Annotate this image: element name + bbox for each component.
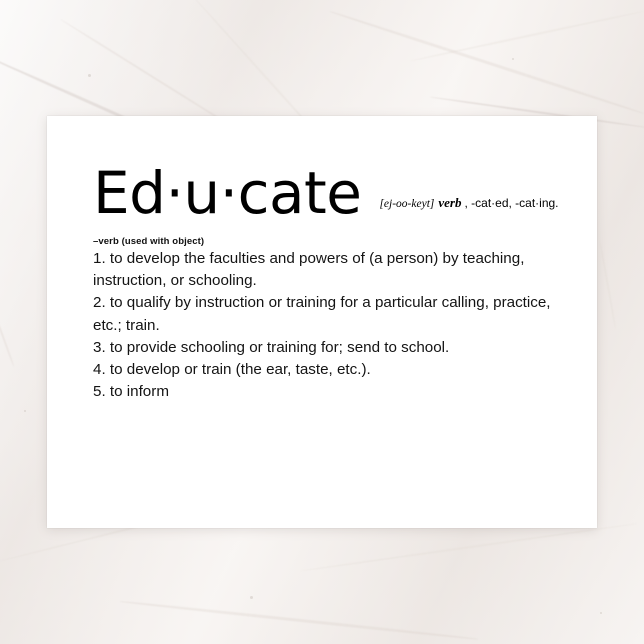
inflections: , -cat·ed, -cat·ing. xyxy=(464,196,559,210)
marble-vein xyxy=(410,10,644,62)
marble-speck xyxy=(600,612,602,614)
marble-vein xyxy=(300,523,637,572)
definition-item: 1. to develop the faculties and powers of (a person) by teaching, instruction, or schooling. xyxy=(93,250,525,290)
marble-vein xyxy=(330,10,644,114)
definition-item: 4. to develop or train (the ear, taste, etc.). xyxy=(93,360,371,378)
marble-vein xyxy=(599,241,617,330)
definition-list xyxy=(93,248,551,403)
dictionary-postcard xyxy=(47,116,597,528)
marble-speck xyxy=(512,58,514,60)
definition-item: 3. to provide schooling or training for; send to school. xyxy=(93,338,450,356)
usage-note: –verb (used with object) xyxy=(93,236,205,247)
headword: Ed·u·cate xyxy=(93,159,362,227)
definition-item: 5. to inform xyxy=(93,383,169,401)
pronunciation-block xyxy=(379,195,558,211)
marble-vein xyxy=(120,600,478,640)
definition-item: 2. to qualify by instruction or training for a particular calling, practice, etc.; train. xyxy=(93,294,551,334)
marble-vein xyxy=(0,301,15,367)
postcard-content xyxy=(47,116,597,528)
headword-row xyxy=(93,159,559,227)
marble-speck xyxy=(88,74,91,77)
part-of-speech: verb xyxy=(438,195,462,210)
marble-speck xyxy=(250,596,253,599)
pronunciation: [ej-oo-keyt] xyxy=(379,198,435,210)
marble-speck xyxy=(24,410,26,412)
